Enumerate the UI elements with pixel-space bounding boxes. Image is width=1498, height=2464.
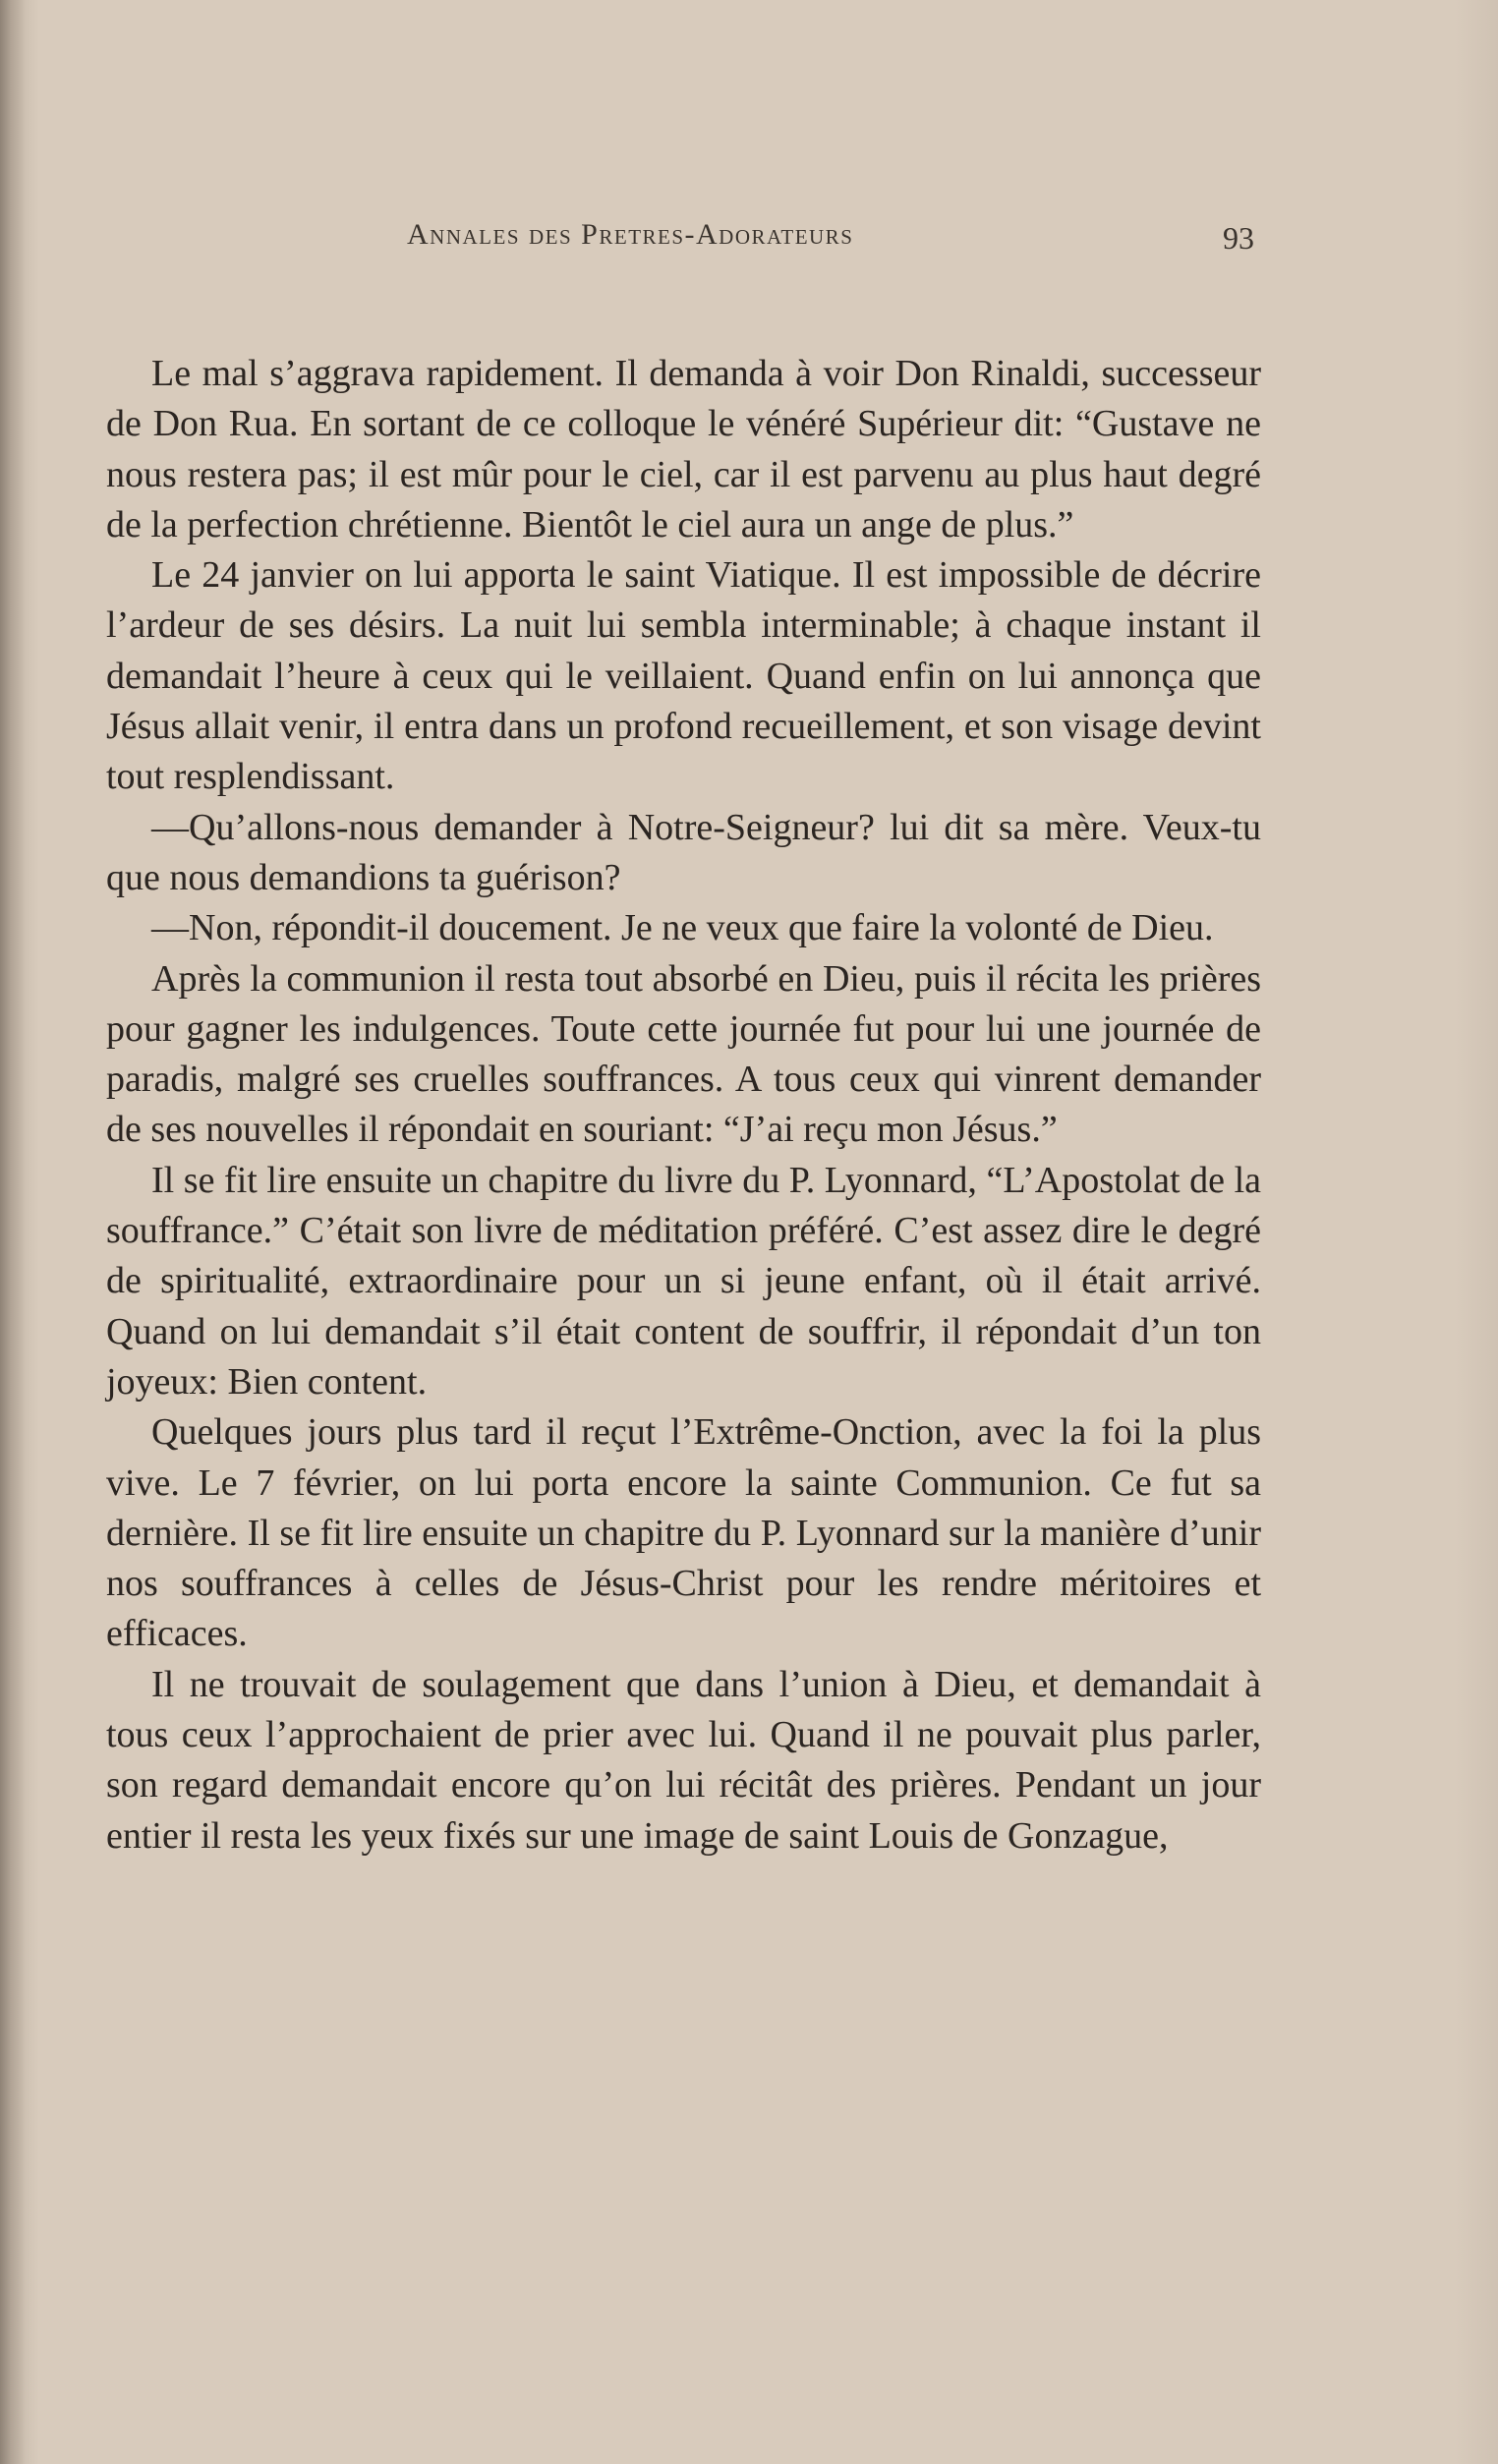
paragraph: Quelques jours plus tard il reçut l’Extrême-Onction, avec la foi la plus vive. Le 7 février, on lui porta encore la sainte Communion. Ce fut sa dernière. Il se fit lire ensuite un chapitre du P. Lyonnard sur la manière d’unir nos souffrances à celles de Jésus-Christ pour les rendre méritoires et efficaces. bbox=[106, 1411, 1261, 1655]
paragraph: Le 24 janvier on lui apporta le saint Viatique. Il est impossible de décrire l’ardeur de ses désirs. La nuit lui sembla interminable; à chaque instant il demandait l’heure à ceux qui le veillaient. Quand enfin on lui annonça que Jésus allait venir, il entra dans un profond recueillement, et son visage devint tout resplendissant. bbox=[106, 554, 1261, 798]
running-title: Annales des Pretres-Adorateurs bbox=[407, 218, 854, 251]
body-text bbox=[106, 349, 1261, 1862]
paragraph: Le mal s’aggrava rapidement. Il demanda à voir Don Rinaldi, successeur de Don Rua. En sortant de ce colloque le vénéré Supérieur dit: “Gustave ne nous restera pas; il est mûr pour le ciel, car il est parvenu au plus haut degré de la perfection chrétienne. Bientôt le ciel aura un ange de plus.” bbox=[106, 353, 1261, 545]
page-binding-edge bbox=[0, 0, 26, 2464]
paragraph: Après la communion il resta tout absorbé en Dieu, puis il récita les prières pour gagner les indulgences. Toute cette journée fut pour lui une journée de paradis, malgré ses cruelles souffrances. A tous ceux qui vinrent demander de ses nouvelles il répondait en souriant: “J’ai reçu mon Jésus.” bbox=[106, 957, 1261, 1151]
paragraph: Il ne trouvait de soulagement que dans l’union à Dieu, et demandait à tous ceux l’approchaient de prier avec lui. Quand il ne pouvait plus parler, son regard demandait encore qu’on lui récitât des prières. Pendant un jour entier il resta les yeux fixés sur une image de saint Louis de Gonzague, bbox=[106, 1663, 1261, 1857]
dialogue-paragraph: —Non, répondit-il doucement. Je ne veux que faire la volonté de Dieu. bbox=[151, 907, 1214, 949]
paragraph: Il se fit lire ensuite un chapitre du livre du P. Lyonnard, “L’Apostolat de la souffrance.” C’était son livre de méditation préféré. C’est assez dire le degré de spiritualité, extraordinaire pour un si jeune enfant, où il était arrivé. Quand on lui demandait s’il était content de souffrir, il répondait d’un ton joyeux: Bien content. bbox=[106, 1159, 1261, 1403]
dialogue-paragraph: —Qu’allons-nous demander à Notre-Seigneur? lui dit sa mère. Veux-tu que nous demandions ta guérison? bbox=[106, 806, 1261, 898]
page-header bbox=[407, 218, 1262, 267]
page-number: 93 bbox=[1223, 220, 1254, 256]
